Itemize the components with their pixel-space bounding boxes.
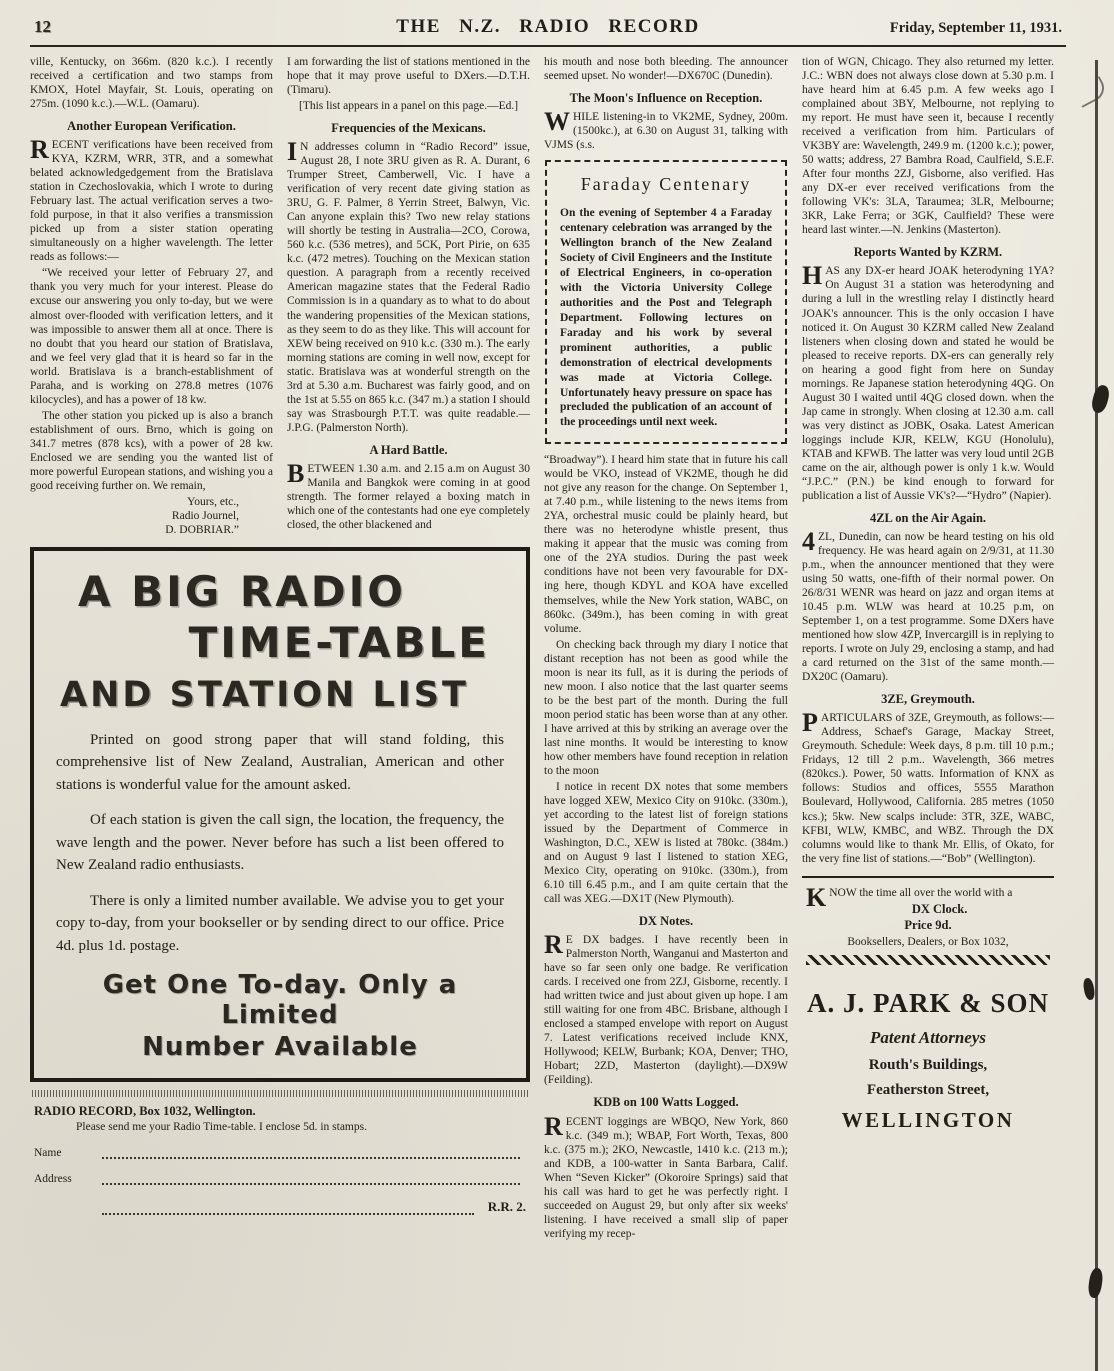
article-paragraph: RECENT verifications have been received from KYA, KZRM, WRR, 3TR, and a somewhat belated acknowledgedgement from the Bratislava station in Czechoslovakia, which I wrote to during February last. The actual verification serves a two-fold purpose, in that it also verifies a transmission picked up from a sister station operating simultaneously on a higher wavelength. The letter reads as follows:— (30, 135, 273, 264)
name-fill-line (102, 1147, 520, 1159)
page-number: 12 (34, 17, 51, 36)
dx-clock-sellers: Booksellers, Dealers, or Box 1032, (847, 936, 1009, 949)
article-heading: KDB on 100 Watts Logged. (593, 1095, 739, 1110)
park-address-line1: Routh's Buildings, (868, 1056, 988, 1073)
signature-line: Yours, etc., (187, 495, 239, 508)
article-heading: Reports Wanted by KZRM. (853, 245, 1003, 260)
scan-edge-artifact (1095, 60, 1098, 1371)
article-heading: 3ZE, Greymouth. (881, 692, 975, 707)
article-heading: DX Notes. (638, 913, 694, 928)
article-paragraph: RECENT loggings are WBQO, New York, 860 k.c. (349 m.); WBAP, Fort Worth, Texas, 800 k.c. (375 m.); 2KO, Newcastle, 1410 k.c. (213 m.); and KDB, a 100-watter in Santa Barbara, Calif. When “Seven Kicker” (Okoroire Springs) said that his call was hard to get he was perfectly right. I succeeded on August 29, but only after six weeks' listening. I have received a small slip of paper verifying my recep- (544, 1111, 788, 1240)
faraday-centenary-box (545, 160, 787, 444)
ad-headline-line1: A BIG RADIO (78, 566, 406, 616)
pen-mark (1073, 76, 1109, 108)
article-paragraph: 4ZL, Dunedin, can now be heard testing on his old frequency. He was heard again on 2/9/31, at 11.30 p.m., when the announcer mentioned that they were using 50 watts, one-fifth of their normal power. On 26/8/31 WENR was heard on jazz and organ items at 10.45 p.m. WLW was heard at 10.25 p.m, on September 1, on a test programme. Some DXers have mentioned how slow 4ZP, Invercargill is in replying to reports. I wrote on July 29, enclosing a stamp, and had a card returned on the 31st of the same month.—DX20C (Oamaru). (802, 526, 1054, 684)
article-heading: Another European Verification. (67, 119, 236, 134)
decorative-rule (32, 1090, 528, 1097)
article-paragraph: PARTICULARS of 3ZE, Greymouth, as follows:—Address, Schaef's Garage, Mackay Street, Greymouth. Schedule: Week days, 8 p.m. till 10 p.m.; Fridays, 12 till 2 p.m.. Wavelength, 366 metres (820kcs.). Power, 50 watts. Information of KNX as follows: Studios and offices, 5555 Marathon Boulevard, Hollywood, California. 285 metres (1050 kcs.); 5kw. New scalps include: 3TR, 3ZE, WABC, KFBI, WLW, KMBC, and WBZ. Through the DX columns would like to thank Mr. Ellis, of Okato, for the very fine list of stations.—“Bob” (Wellington). (802, 708, 1054, 865)
article-paragraph: his mouth and nose both bleeding. The announcer seemed upset. No wonder!—DX670C (Dunedin). (544, 56, 788, 83)
address-label: Address (34, 1173, 72, 1186)
park-and-son-advertisement (802, 981, 1054, 1140)
ink-blot (1082, 977, 1096, 1000)
article-paragraph: RE DX badges. I have recently been in Palmerston North, Wanganui and Masterton and have so far seen only one badge. Re verification cards. I received one from 2ZJ, Gisborne, recently. I had written twice and just about given up hope. I am still waiting for one from 4BC. Brisbane, although I enclosed a stamped envelope with report on August 7. Latest verifications received include KNX, Hollywood; KELW, Burbank; KOA, Denver; THO, Hobart; 2ZD, Masterton (daylight).—DX9W (Feilding). (544, 930, 788, 1087)
article-paragraph: “We received your letter of February 27, and thank you very much for your interest. Please do excuse our answering you only to-day, but we were almost over-flooded with verification letters, and it was impossible to answer them all at once. There is no doubt that you heard our station of Bratislava, and we feel very glad that it is heard so far in the world. Bratislava is a branch-establishment of Paraha, and is working on 278.8 metres (1076 kilocycles), and has a power of 18 kw. (30, 267, 273, 406)
column-3-top (544, 55, 788, 152)
article-paragraph: “Broadway”). I heard him state that in future his call would be VKO, instead of VK2ME, though he did not give any reason for the change. On September 1, at 7.40 p.m., while listening to the news items from 2YA, orchestral music could be plainly heard, but there was no heterodyne whistle present, thus making it appear that the music was coming from one of the 2YA studios. During the past week conditions have not been very favourable for DX-ing here, though KDYL and KOA have excelled themselves, while the New York station, WABC, on 860kc. (349m.), has been coming in with great volume. (544, 454, 788, 635)
ad-headline-line3: AND STATION LIST (60, 674, 469, 715)
article-paragraph: ville, Kentucky, on 366m. (820 k.c.). I recently received a certification and two stamps from KMOX, Hotel Mayfair, St. Louis, operating on 275m. (1090 k.c.).—W.L. (Oamaru). (30, 56, 273, 111)
timetable-advertisement (30, 547, 530, 1083)
extra-fill-line (102, 1203, 474, 1215)
faraday-body: On the evening of September 4 a Faraday centenary celebration was arranged by the Wellington branch of the New Zealand Society of Civil Engineers and the Institute of Electrical Engineers, in co-operation with the Victoria University College authorities and the Post and Telegraph Department. Following lectures on Faraday and his work by several prominent authorities, a public demonstration of electrical developments was made at Victoria College. Unfortunately heavy pressure on space has precluded the publication of an account of the proceedings until next week. (560, 207, 772, 429)
column-4 (802, 55, 1054, 1243)
masthead-title: THE N.Z. RADIO RECORD (396, 16, 700, 37)
dx-clock-text: KNOW the time all over the world with a (806, 882, 1013, 912)
ad-paragraph: There is only a limited number available. We advise you to get your copy to-day, from your bookseller or by sending direct to our office. Price 4d. plus 1d. postage. (56, 892, 504, 954)
article-paragraph: HAS any DX-er heard JOAK heterodyning 1YA? On August 31 a station was heterodyning and during a lull in the wrestling relay I distinctly heard JOAK's announcer. This is the only occasion I have noticed it. On August 30 KZRM called New Zealand listeners when closing down and stated he would be pleased to receive reports. DX-ers can generally rely on hearing a good fight from here on Sunday mornings. Re Japanese station heterodyning 4QG. On August 30 I waited until 4QG closed down. when the Jap came in strongly. When closing at 12.30 a.m. call was very distinct as JOBK, Osaka. Latest American loggings include KJR, KELW, KGU (Honolulu), KTAB and KFWB. The latter was very loud until 2GB came on the air, although power is only 1 k.w. Would “J.P.C.” (P.N.) be kind enough to forward for publication a list of Aussie VK's?—“Hydro” (Napier). (802, 261, 1054, 502)
article-paragraph: IN addresses column in “Radio Record” issue, August 28, I note 3RU given as R. A. Durant, 6 Trumper Street, Camberwell, Vic. I have a verification of very recent date giving station as 3RU, G. F. Palmer, 8 Yerrin Street, Balwyn, Vic. Can anyone explain this? Two new relay stations will shortly be testing in Australia—2CO, Corowa, 560 k.c. (536 metres), and 5CK, Port Pirie, on 635 k.c. (472 metres). Touching on the Mexican station question. A paragraph from a recently received American magazine states that the Federal Radio Commission is in a quandary as to what to do about the wandering propensities of the Mexican stations, as they seem to do as they like. This will account for XEW being received on 910 k.c. (330 m.). The early morning stations are coming in well now, except for static. Bratislava was at wonderful strength on the 3rd at 5.30 a.m. Bucharest was fairly good, and on the 1st at 5.55 on 865 k.c. (347 m.) a station I should say was Strasbourgh P.T.T. was quite readable.—J.P.G. (Palmerston North). (287, 137, 530, 434)
signature-line: D. DOBRIAR.” (165, 523, 239, 536)
article-heading: The Moon's Influence on Reception. (569, 91, 763, 106)
signature-line: Radio Journel, (171, 509, 239, 522)
article-heading: Frequencies of the Mexicans. (331, 121, 486, 136)
article-paragraph: [This list appears in a panel on this page.—Ed.] (299, 100, 519, 113)
park-role: Patent Attorneys (869, 1028, 986, 1048)
ink-blot (1090, 384, 1112, 415)
coupon-instruction: Please send me your Radio Time-table. I enclose 5d. in stamps. (76, 1121, 367, 1134)
ad-headline-line2: TIME-TABLE (188, 617, 490, 667)
page-header (30, 10, 1066, 47)
article-paragraph: I notice in recent DX notes that some members have logged XEW, Mexico City on 910kc. (330m.), yet according to the latest list of foreign stations issued by the Department of Commerce in Washington, D.C., XEW is listed at 780kc. (384m.) and on August 9 last I listened to station XEG, Mexico City, operating on 910kc. (330m.), from 6.10 till 6.45 p.m., and I am quite certain that the call was XEG.—DX1T (New Plymouth). (544, 780, 788, 905)
ad-paragraph: Printed on good strong paper that will stand folding, this comprehensive list of New Zealand, Australian, American and other stations is wonderful value for the amount asked. (56, 731, 504, 793)
park-address-line2: Featherston Street, (866, 1082, 990, 1099)
column-3-bottom (544, 453, 788, 1240)
left-region (30, 55, 530, 1243)
ad-call-to-action (56, 970, 504, 1062)
coupon-code: R.R. 2. (487, 1199, 526, 1215)
article-heading: A Hard Battle. (369, 442, 448, 457)
name-label: Name (34, 1147, 62, 1160)
column-2 (287, 55, 530, 537)
column-3 (544, 55, 788, 1243)
faraday-title: Faraday Centenary (580, 174, 752, 195)
ad-cta-line1: Get One To-day. Only a Limited (102, 970, 458, 1031)
address-fill-line (102, 1173, 520, 1185)
column-1 (30, 55, 273, 537)
coupon-address: RADIO RECORD, Box 1032, Wellington. (34, 1104, 256, 1119)
article-paragraph: tion of WGN, Chicago. They also returned my letter. J.C.: WBN does not always close down at 5.30 p.m. I have heard him at 6.45 p.m. A few weeks ago I complained about 3BY, Melbourne, not replying to my report. He must have seen it, because I recently received a verification from him. Particulars of VK3BY are: Wavelength, 249.9 m. (1200 k.c.); power, 50 watts; address, 27 Bambra Road, Caulfield, S.E.F. After four months 2ZJ, Gisborne, also verified. Has any DX-er ever received verifications from the following VK's: 3LA, Taraumea; 3LR, Melbourne; 3KR, Lake Ferra; or 3GK, Caulfield? These were heard last winter.—N. Jenkins (Masterton). (802, 56, 1054, 237)
dx-clock-name: DX Clock. (911, 901, 968, 916)
dx-clock-notice (802, 876, 1054, 966)
ink-blot (1087, 1267, 1104, 1299)
article-heading: 4ZL on the Air Again. (869, 510, 987, 525)
article-paragraph: I am forwarding the list of stations mentioned in the hope that it may prove useful to DXers.—D.T.H. (Timaru). (287, 56, 530, 97)
park-firm-name: A. J. PARK & SON (807, 988, 1049, 1019)
page-content (30, 55, 1066, 1243)
issue-date: Friday, September 11, 1931. (889, 20, 1062, 36)
article-paragraph: BETWEEN 1.30 a.m. and 2.15 a.m on August 30 Manila and Bangkok were coming in at good strength. The former relayed a boxing match in which one of the contestants had one eye completely closed, the other blackened and (287, 458, 530, 531)
ad-cta-line2: Number Available (142, 1032, 418, 1063)
order-coupon (30, 1104, 530, 1215)
ad-paragraph: Of each station is given the call sign, the location, the frequency, the wave length and the power. Never before has such a list been offered to New Zealand radio enthusiasts. (56, 812, 504, 874)
article-paragraph: WHILE listening-in to VK2ME, Sydney, 200m. (1500kc.), at 6.30 on August 31, talking with VJMS (s.s. (544, 107, 788, 152)
article-paragraph: On checking back through my diary I notice that distant reception has not been as good while the moon is near its full, as it is during the periods of new moon. I also notice that the last quarter seems to be the best part of the month. During the full moon period static has been worse than at any other. I have arrived at this by striking an average over the last nine months. It would be interesting to know how other members have found reception in relation to the moon (544, 638, 788, 777)
dx-clock-price: Price 9d. (904, 917, 952, 932)
article-paragraph: The other station you picked up is also a branch establishment of ours. Brno, which is going on 341.7 metres (878 kcs), with a power of 28 kw. Enclosed we are sending you the wanted list of more powerful European stations, and wishing you a good receiving further on. We remain, (30, 409, 273, 492)
column-4-articles (802, 55, 1054, 866)
hatched-rule (806, 955, 1050, 965)
park-city: WELLINGTON (841, 1108, 1015, 1133)
